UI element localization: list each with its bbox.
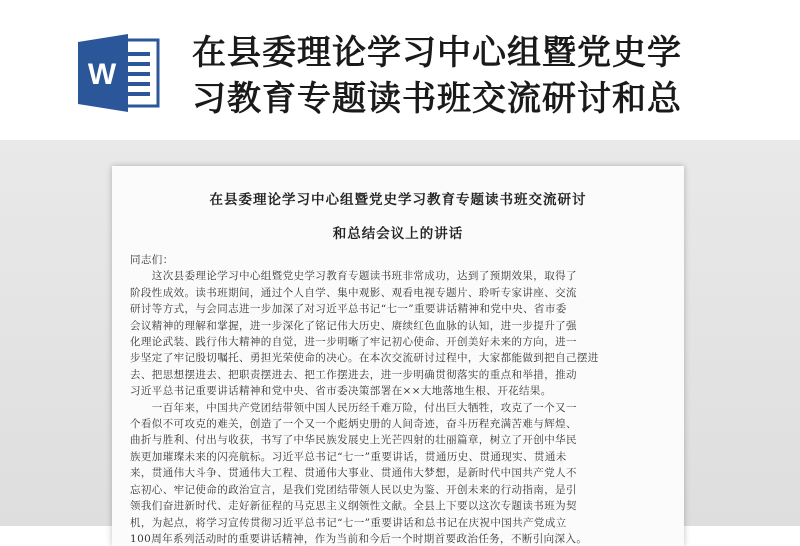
- word-icon-letter: W: [87, 58, 117, 91]
- document-body-line: 会议精神的理解和掌握，进一步深化了铭记伟大历史、赓续红色血脉的认知，进一步提升了强: [130, 319, 577, 332]
- document-body-line: 阶段性成效。读书班期间，通过个人自学、集中观影、观看电视专题片、聆听专家讲座、交流: [130, 286, 577, 299]
- document-body-line: 忘初心、牢记使命的政治宣言，是我们党团结带领人民以史为鉴、开创未来的行动指南，是引: [130, 483, 577, 496]
- document-body-line: 领我们奋进新时代、走好新征程的马克思主义纲领性文献。全县上下要以这次专题读书班为契: [130, 500, 577, 513]
- banner: [0, 0, 800, 140]
- document-body-line: 100周年系列活动时的重要讲话精神，作为当前和今后一个时期首要政治任务，不断引向深入。: [130, 532, 588, 545]
- document-body-line: 机，为起点，将学习宣传贯彻习近平总书记“七一”重要讲话和总书记在庆祝中国共产党成立: [130, 516, 567, 529]
- document-title-line-2: 和总结会议上的讲话: [332, 226, 464, 242]
- document-body: [130, 252, 666, 546]
- document-body-line: 习近平总书记重要讲话精神和党中央、省市委决策部署在××大地落地生根、开花结果。: [130, 385, 552, 398]
- document-body-line: 族更加璀璨未来的闪亮航标。习近平总书记“七一”重要讲话，贯通历史、贯通现实、贯通未: [130, 450, 567, 463]
- document-body-line: 曲折与胜利、付出与收获，书写了中华民族发展史上光芒四射的壮丽篇章，树立了开创中华民: [130, 434, 577, 447]
- document-title-line-1: 在县委理论学习中心组暨党史学习教育专题读书班交流研讨: [209, 192, 587, 208]
- document-body-line: 化理论武装、践行伟大精神的自觉，进一步明晰了牢记初心使命、开创美好未来的方向，进一: [130, 336, 577, 349]
- document-page: [112, 166, 684, 546]
- banner-title-line-1: 在县委理论学习中心组暨党史学: [192, 33, 682, 73]
- document-body-line: 步坚定了牢记殷切嘱托、勇担光荣使命的决心。在本次交流研讨过程中，大家都能做到把自己摆进: [130, 352, 599, 365]
- banner-title-line-2: 习教育专题读书班交流研讨和总: [192, 79, 682, 119]
- document-body-line: 来，贯通伟大斗争、贯通伟大工程、贯通伟大事业、贯通伟大梦想，是新时代中国共产党人不: [130, 467, 577, 480]
- document-body-line: 研讨等方式，与会同志进一步加深了对习近平总书记“七一”重要讲话精神和党中央、省市委: [130, 303, 567, 316]
- document-body-line: 这次县委理论学习中心组暨党史学习教育专题读书班非常成功，达到了预期效果，取得了: [130, 270, 577, 283]
- document-body-line: 去、把思想摆进去、把职责摆进去、把工作摆进去，进一步明确贯彻落实的重点和举措，推动: [130, 368, 577, 381]
- document-body-line: 同志们：: [130, 254, 174, 266]
- word-document-icon: [76, 34, 162, 112]
- document-body-line: 个看似不可攻克的难关，创造了一个又一个彪炳史册的人间奇迹，奋斗历程充满苦难与辉煌、: [130, 418, 577, 431]
- document-body-line: 一百年来，中国共产党团结带领中国人民历经千难万险，付出巨大牺牲，攻克了一个又一: [130, 401, 577, 414]
- banner-title: [192, 30, 752, 122]
